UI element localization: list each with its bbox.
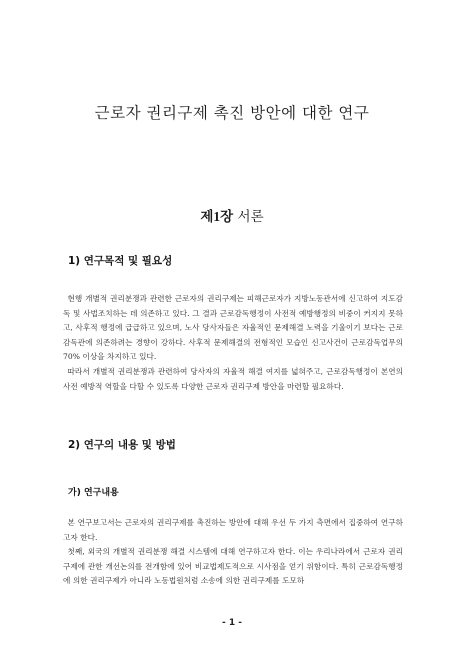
page-number: - 1 -: [222, 618, 242, 628]
body-paragraph: 첫째, 외국의 개별적 권리분쟁 해결 시스템에 대해 연구하고자 한다. 이는 우리나라에서 근로자 권리구제에 관한 개선논의를 전개함에 있어 비교법제도적으로 시사점을 얻기 위함이다. 특히 근로감독행정에 의한 권리구제가 아니라 노동법원처럼 소송에 의한 권리구제를 도모하: [63, 547, 403, 585]
body-paragraph: 따라서 개별적 권리분쟁과 관련하여 당사자의 자율적 해결 여지를 넓혀주고, 근로감독행정이 본연의 사전 예방적 역할을 다할 수 있도록 다양한 근로자 권리구제 방안을 마련할 필요하다.: [63, 367, 403, 391]
body-paragraph: 현행 개별적 권리분쟁과 관련한 근로자의 권리구제는 피해근로자가 지방노동관서에 신고하여 지도감독 및 사법조치하는 데 의존하고 있다. 그 결과 근로감독행정이 사전적 예방행정의 비중이 커지지 못하고, 사후적 행정에 급급하고 있으며, 노사 당사자들은 자율적인 문제해결 노력을 기울이기 보다는 근로감독관에 의존하려는 경향이 강하다. 사후적 문제해결의 전형적인 모습인 신고사건이 근로감독업무의 70% 이상을 차지하고 있다.: [63, 294, 403, 361]
chapter-number: 제1장: [200, 209, 234, 224]
chapter-name: 서론: [233, 209, 264, 225]
chapter-heading: [0, 205, 464, 225]
document-title: 근로자 권리구제 촉진 방안에 대한 연구: [94, 104, 370, 122]
section-heading-method: 2) 연구의 내용 및 방법: [68, 439, 176, 451]
body-paragraph: 본 연구보고서는 근로자의 권리구제를 촉진하는 방안에 대해 우선 두 가지 측면에서 집중하여 연구하고자 한다.: [63, 518, 403, 542]
subsection-heading: 가) 연구내용: [68, 488, 119, 498]
section-heading-purpose: 1) 연구목적 및 필요성: [68, 255, 173, 267]
